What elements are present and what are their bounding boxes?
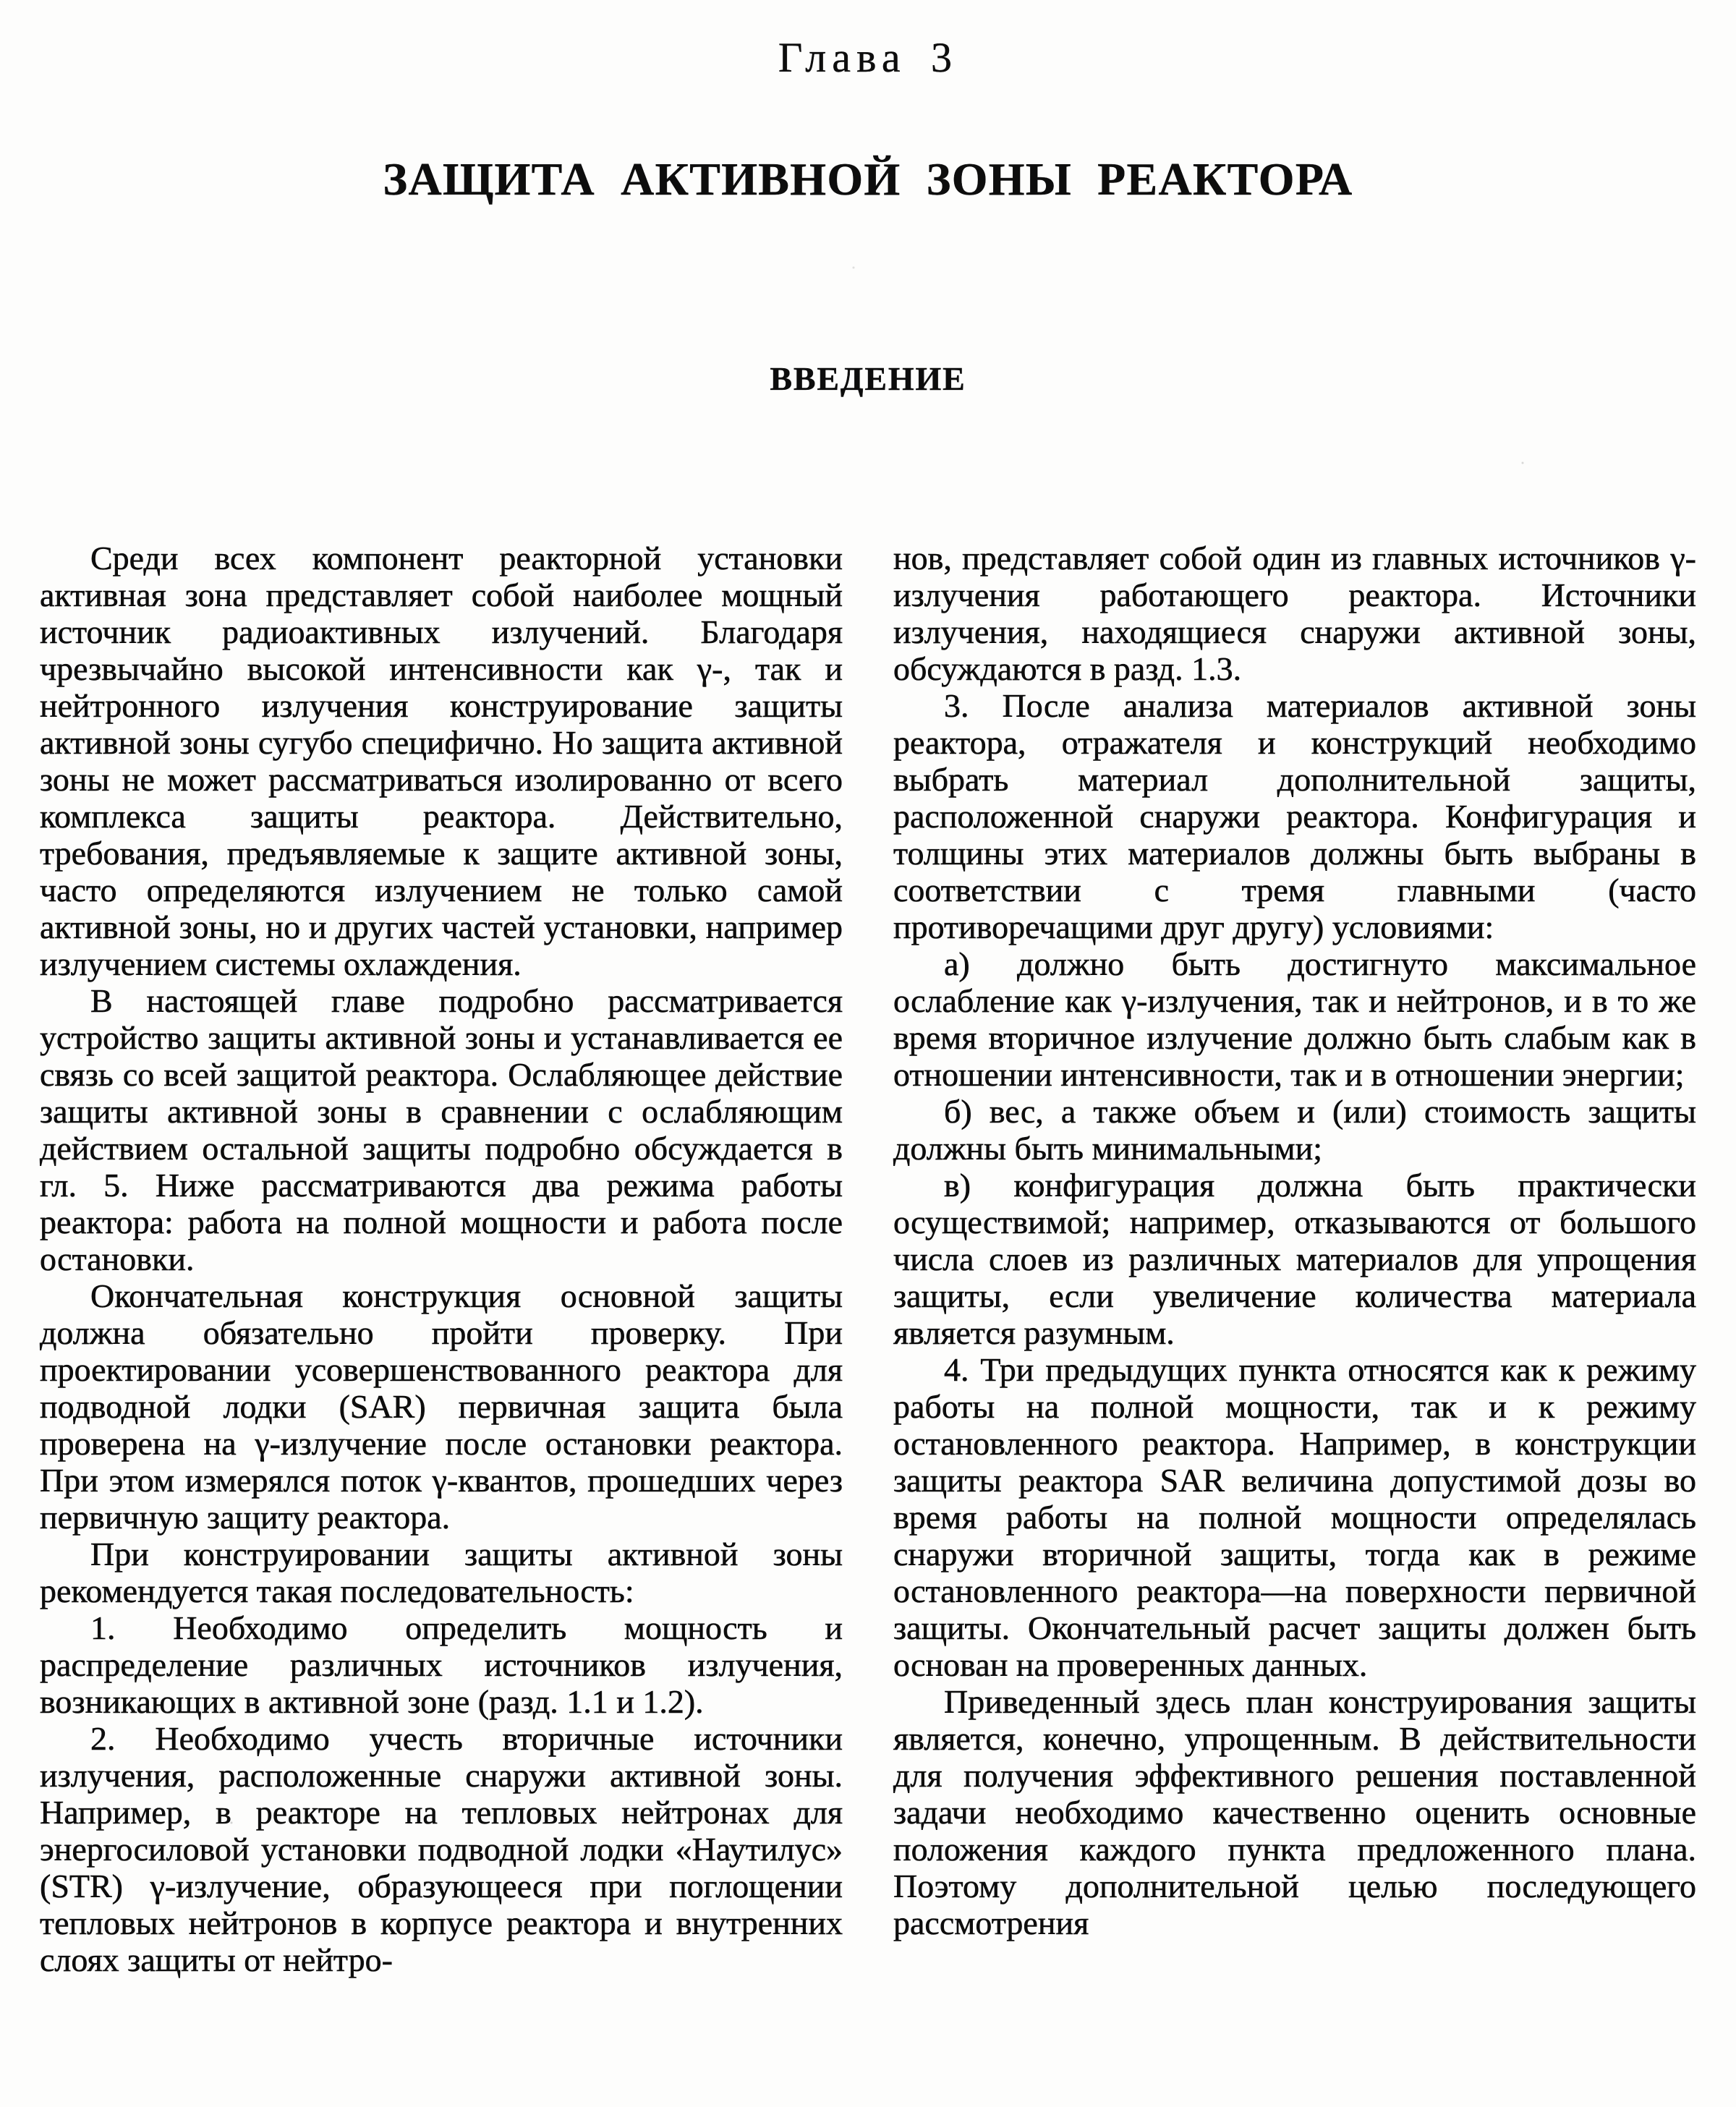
section-heading: ВВЕДЕНИЕ (770, 360, 966, 397)
right-column (893, 540, 1696, 1978)
page-title: ЗАЩИТА АКТИВНОЙ ЗОНЫ РЕАКТОРА (383, 153, 1353, 205)
paragraph: 4. Три предыдущих пункта относятся как к режиму работы на полной мощности, так и к режиму остановленного реактора. Например, в конструкции защиты реактора SAR величина допустимой дозы во время работы на полной мощности определялась снаружи вторичной защиты, тогда как в режиме остановленного реактора—на поверхности первичной защиты. Окончательный расчет защиты должен быть основан на проверенных данных. (893, 1351, 1696, 1683)
paragraph: 3. После анализа материалов активной зоны реактора, отражателя и конструкций необходимо выбрать материал дополнительной защиты, расположенной снаружи реактора. Конфигурация и толщины этих материалов должны быть выбраны в соответствии с тремя главными (часто противоречащими друг другу) условиями: (893, 687, 1696, 945)
paragraph: 1. Необходимо определить мощность и распределение различных источников излучения, возникающих в активной зоне (разд. 1.1 и 1.2). (40, 1609, 843, 1720)
chapter-heading: Глава 3 (778, 34, 958, 81)
paragraph: нов, представляет собой один из главных источников γ-излучения работающего реактора. Источники излучения, находящиеся снаружи активной зоны, обсуждаются в разд. 1.3. (893, 540, 1696, 687)
paragraph: 2. Необходимо учесть вторичные источники излучения, расположенные снаружи активной зоны. Например, в реакторе на тепловых нейтронах для энергосиловой установки подводной лодки «Наутилус» (STR) γ-излучение, образующееся при поглощении тепловых нейтронов в корпусе реактора и внутренних слоях защиты от нейтро- (40, 1720, 843, 1978)
paragraph: в) конфигурация должна быть практически осуществимой; например, отказываются от большого числа слоев из различных материалов для упрощения защиты, если увеличение количества материала является разумным. (893, 1167, 1696, 1351)
paragraph: б) вес, а также объем и (или) стоимость защиты должны быть минимальными; (893, 1093, 1696, 1167)
left-column (40, 540, 843, 1978)
paragraph: Среди всех компонент реакторной установки активная зона представляет собой наиболее мощный источник радиоактивных излучений. Благодаря чрезвычайно высокой интенсивности как γ-, так и нейтронного излучения конструирование защиты активной зоны сугубо специфично. Но защита активной зоны не может рассматриваться изолированно от всего комплекса защиты реактора. Действительно, требования, предъявляемые к защите активной зоны, часто определяются излучением не только самой активной зоны, но и других частей установки, например излучением системы охлаждения. (40, 540, 843, 982)
paragraph: В настоящей главе подробно рассматривается устройство защиты активной зоны и устанавливается ее связь со всей защитой реактора. Ослабляющее действие защиты активной зоны в сравнении с ослабляющим действием остальной защиты подробно обсуждается в гл. 5. Ниже рассматриваются два режима работы реактора: работа на полной мощности и работа после остановки. (40, 982, 843, 1277)
text-columns (0, 540, 1736, 1978)
paragraph: а) должно быть достигнуто максимальное ослабление как γ-излучения, так и нейтронов, и в то же время вторичное излучение должно быть слабым как в отношении интенсивности, так и в отношении энергии; (893, 945, 1696, 1093)
paragraph: Окончательная конструкция основной защиты должна обязательно пройти проверку. При проектировании усовершенствованного реактора для подводной лодки (SAR) первичная защита была проверена на γ-излучение после остановки реактора. При этом измерялся поток γ-квантов, прошедших через первичную защиту реактора. (40, 1277, 843, 1536)
paragraph: При конструировании защиты активной зоны рекомендуется такая последовательность: (40, 1536, 843, 1609)
paragraph: Приведенный здесь план конструирования защиты является, конечно, упрощенным. В действительности для получения эффективного решения поставленной задачи необходимо качественно оценить основные положения каждого пункта предложенного плана. Поэтому дополнительной целью последующего рассмотрения (893, 1683, 1696, 1941)
